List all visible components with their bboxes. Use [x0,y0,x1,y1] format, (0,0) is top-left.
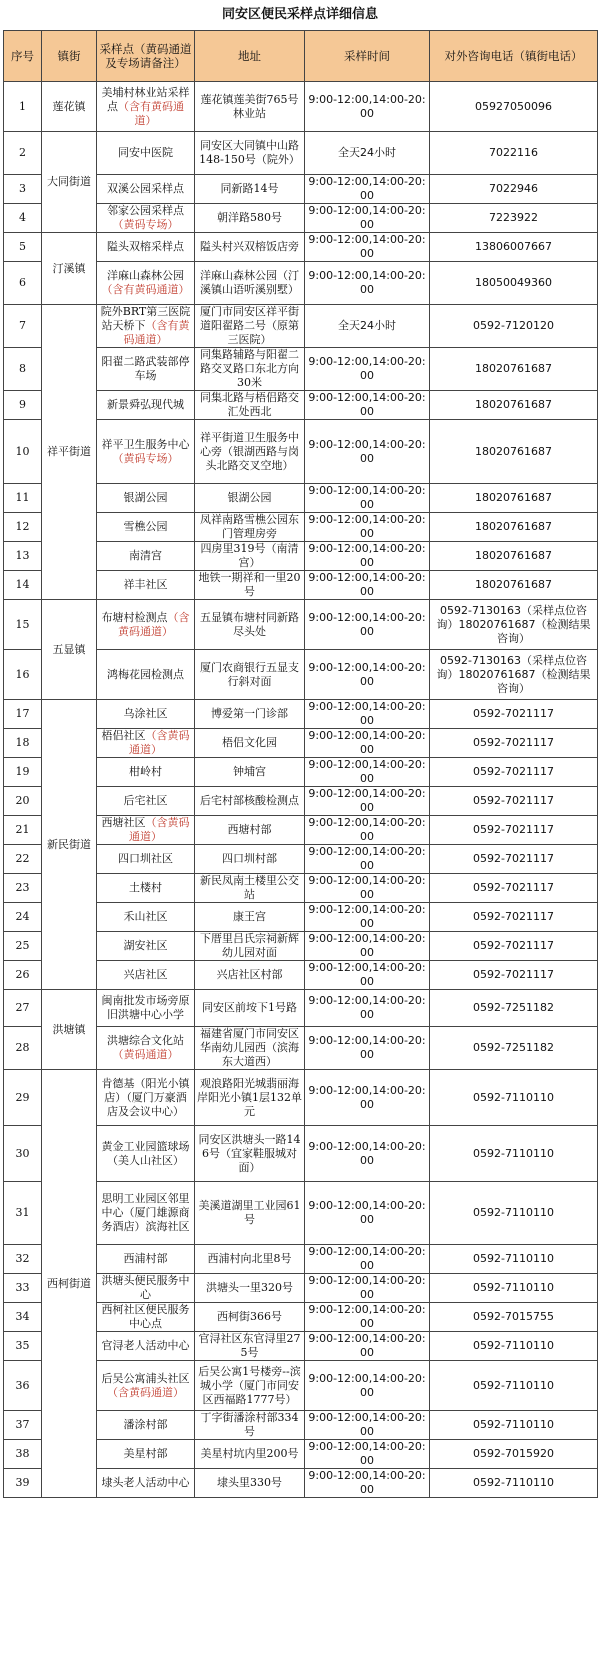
phone-cell: 7022116 [430,132,598,175]
site-name: 南清宫 [129,549,162,562]
address-cell: 后吴公寓1号楼旁--滨城小学（厦门市同安区西福路1777号） [195,1361,305,1411]
time-cell: 9:00-12:00,14:00-20:00 [305,204,430,233]
yellow-code-note: （黄码通道） [112,1048,179,1061]
row-number: 33 [4,1274,42,1303]
phone-cell: 7223922 [430,204,598,233]
address-cell: 官浔社区东官浔里275号 [195,1332,305,1361]
site-cell [97,1274,195,1303]
address-cell: 洋麻山森林公园（汀溪镇山语听溪别墅） [195,262,305,305]
site-name: 官浔老人活动中心 [101,1339,190,1352]
row-number: 5 [4,233,42,262]
phone-cell: 13806007667 [430,233,598,262]
site-name: 银湖公园 [123,491,168,504]
phone-cell: 0592-7021117 [430,816,598,845]
site-name: 新景舜弘现代城 [107,398,184,411]
time-cell: 9:00-12:00,14:00-20:00 [305,816,430,845]
site-name: 柑岭村 [129,765,162,778]
row-number: 28 [4,1027,42,1070]
row-number: 26 [4,961,42,990]
address-cell: 同安区洪塘头一路146号（宜家鞋服城对面） [195,1126,305,1182]
site-cell [97,82,195,132]
site-name: 后吴公寓浦头社区 [101,1371,190,1385]
phone-cell: 0592-7021117 [430,729,598,758]
site-name: 乌涂社区 [123,707,168,720]
row-number: 27 [4,990,42,1027]
time-cell: 9:00-12:00,14:00-20:00 [305,729,430,758]
row-number: 12 [4,513,42,542]
site-name: 埭头老人活动中心 [101,1476,190,1489]
address-cell: 五显镇布塘村同新路尽头处 [195,600,305,650]
row-number: 3 [4,175,42,204]
row-number: 15 [4,600,42,650]
phone-cell: 0592-7110110 [430,1469,598,1498]
site-name: 西柯社区便民服务中心点 [101,1303,190,1330]
header-address: 地址 [195,31,305,82]
address-cell: 祥平街道卫生服务中心旁（银湖西路与岗头北路交叉空地） [195,420,305,484]
row-number: 2 [4,132,42,175]
address-cell: 福建省厦门市同安区华南幼儿园西（滨海东大道西） [195,1027,305,1070]
time-cell: 9:00-12:00,14:00-20:00 [305,420,430,484]
time-cell: 9:00-12:00,14:00-20:00 [305,758,430,787]
row-number: 20 [4,787,42,816]
table-row [4,233,598,262]
site-name: 四口圳社区 [118,852,173,865]
phone-cell: 0592-7110110 [430,1411,598,1440]
row-number: 23 [4,874,42,903]
address-cell: 西柯街366号 [195,1303,305,1332]
address-cell: 银湖公园 [195,484,305,513]
time-cell: 9:00-12:00,14:00-20:00 [305,1070,430,1126]
table-row [4,82,598,132]
site-name: 西浦村部 [123,1252,168,1265]
site-name: 洪塘综合文化站 [107,1034,184,1047]
site-name: 布塘村检测点 [101,610,168,624]
site-name: 同安中医院 [118,146,173,159]
row-number: 29 [4,1070,42,1126]
phone-cell: 0592-7021117 [430,700,598,729]
address-cell: 埭头里330号 [195,1469,305,1498]
site-cell [97,700,195,729]
time-cell: 9:00-12:00,14:00-20:00 [305,787,430,816]
address-cell: 四口圳村部 [195,845,305,874]
yellow-code-note: （含有黄码通道） [118,99,184,127]
time-cell: 9:00-12:00,14:00-20:00 [305,1182,430,1245]
address-cell: 同集路辅路与阳翟二路交叉路口东北方向30米 [195,348,305,391]
time-cell: 9:00-12:00,14:00-20:00 [305,1361,430,1411]
site-cell [97,1182,195,1245]
phone-cell: 18020761687 [430,542,598,571]
header-town: 镇街 [42,31,97,82]
site-cell [97,1361,195,1411]
header-site: 采样点（黄码通道及专场请备注） [97,31,195,82]
time-cell: 9:00-12:00,14:00-20:00 [305,348,430,391]
time-cell: 9:00-12:00,14:00-20:00 [305,961,430,990]
phone-cell: 0592-7251182 [430,1027,598,1070]
site-name: 院外BRT第三医院站天桥下 [100,305,191,332]
site-cell [97,600,195,650]
address-cell: 博爱第一门诊部 [195,700,305,729]
row-number: 22 [4,845,42,874]
table-row [4,305,598,348]
time-cell: 9:00-12:00,14:00-20:00 [305,700,430,729]
row-number: 34 [4,1303,42,1332]
phone-cell: 0592-7015920 [430,1440,598,1469]
address-cell: 丁字街潘涂村部334号 [195,1411,305,1440]
row-number: 24 [4,903,42,932]
site-cell [97,348,195,391]
time-cell: 9:00-12:00,14:00-20:00 [305,1303,430,1332]
table-body [4,82,598,1498]
time-cell: 9:00-12:00,14:00-20:00 [305,1440,430,1469]
phone-cell: 0592-7110110 [430,1332,598,1361]
time-cell: 9:00-12:00,14:00-20:00 [305,1274,430,1303]
phone-cell: 7022946 [430,175,598,204]
site-name: 美星村部 [123,1447,168,1460]
row-number: 35 [4,1332,42,1361]
address-cell: 后宅村部核酸检测点 [195,787,305,816]
phone-cell: 0592-7120120 [430,305,598,348]
row-number: 38 [4,1440,42,1469]
site-name: 美埔村林业站采样点 [101,85,190,113]
phone-cell: 0592-7130163（采样点位咨询）18020761687（检测结果咨询） [430,650,598,700]
sampling-sites-table [3,30,598,1498]
site-name: 邻家公园采样点 [107,204,184,217]
site-cell [97,874,195,903]
time-cell: 9:00-12:00,14:00-20:00 [305,391,430,420]
address-cell: 西浦村向北里8号 [195,1245,305,1274]
time-cell: 9:00-12:00,14:00-20:00 [305,1411,430,1440]
table-row [4,132,598,175]
address-cell: 同新路14号 [195,175,305,204]
phone-cell: 0592-7110110 [430,1361,598,1411]
site-name: 黄金工业园篮球场（美人山社区） [101,1139,190,1167]
row-number: 31 [4,1182,42,1245]
row-number: 16 [4,650,42,700]
site-cell [97,513,195,542]
phone-cell: 18050049360 [430,262,598,305]
row-number: 4 [4,204,42,233]
site-name: 闽南批发市场旁原旧洪塘中心小学 [101,994,190,1021]
site-name: 后宅社区 [123,794,168,807]
site-cell [97,1332,195,1361]
table-header-row [4,31,598,82]
site-name: 阳翟二路武装部停车场 [101,355,190,382]
site-cell [97,1303,195,1332]
phone-cell: 18020761687 [430,513,598,542]
table-row [4,700,598,729]
time-cell: 9:00-12:00,14:00-20:00 [305,845,430,874]
time-cell: 9:00-12:00,14:00-20:00 [305,513,430,542]
page-title: 同安区便民采样点详细信息 [221,7,378,22]
time-cell: 9:00-12:00,14:00-20:00 [305,262,430,305]
site-cell [97,1245,195,1274]
row-number: 18 [4,729,42,758]
time-cell: 9:00-12:00,14:00-20:00 [305,484,430,513]
site-cell [97,932,195,961]
address-cell: 地铁一期祥和一里20号 [195,571,305,600]
site-cell [97,1440,195,1469]
site-cell [97,233,195,262]
time-cell: 全天24小时 [305,132,430,175]
site-name: 双溪公园采样点 [107,182,184,195]
time-cell: 全天24小时 [305,305,430,348]
address-cell: 钟埔宫 [195,758,305,787]
site-name: 土楼村 [129,881,162,894]
address-cell: 厦门市同安区祥平街道阳翟路二号（原第三医院） [195,305,305,348]
yellow-code-note: （含黄码通道） [107,1385,184,1399]
time-cell: 9:00-12:00,14:00-20:00 [305,1027,430,1070]
row-number: 11 [4,484,42,513]
row-number: 9 [4,391,42,420]
site-cell [97,132,195,175]
address-cell: 同安区前垵下1号路 [195,990,305,1027]
phone-cell: 18020761687 [430,391,598,420]
site-cell [97,1411,195,1440]
site-name: 雪樵公园 [123,520,168,533]
site-name: 梧侣社区 [101,729,146,742]
yellow-code-note: （黄码专场） [112,218,179,231]
address-cell: 厦门农商银行五显支行斜对面 [195,650,305,700]
address-cell: 观浪路阳光城翡丽海岸阳光小镇1层132单元 [195,1070,305,1126]
time-cell: 9:00-12:00,14:00-20:00 [305,990,430,1027]
row-number: 14 [4,571,42,600]
address-cell: 美星村坑内里200号 [195,1440,305,1469]
header-no: 序号 [4,31,42,82]
address-cell: 同集北路与梧侣路交汇处西北 [195,391,305,420]
phone-cell: 18020761687 [430,484,598,513]
time-cell: 9:00-12:00,14:00-20:00 [305,650,430,700]
site-cell [97,845,195,874]
row-number: 6 [4,262,42,305]
row-number: 17 [4,700,42,729]
site-cell [97,571,195,600]
yellow-code-note: （含有黄码通道） [101,283,190,296]
address-cell: 莲花镇莲美街765号林业站 [195,82,305,132]
phone-cell: 18020761687 [430,348,598,391]
yellow-code-note: （含黄码通道） [129,816,190,843]
row-number: 10 [4,420,42,484]
site-name: 湖安社区 [123,939,168,952]
time-cell: 9:00-12:00,14:00-20:00 [305,903,430,932]
header-phone: 对外咨询电话（镇街电话） [430,31,598,82]
address-cell: 梧侣文化园 [195,729,305,758]
table-row [4,600,598,650]
phone-cell: 0592-7110110 [430,1070,598,1126]
town-cell: 汀溪镇 [42,233,97,305]
time-cell: 9:00-12:00,14:00-20:00 [305,932,430,961]
phone-cell: 0592-7021117 [430,961,598,990]
site-cell [97,420,195,484]
site-cell [97,1070,195,1126]
phone-cell: 0592-7130163（采样点位咨询）18020761687（检测结果咨询） [430,600,598,650]
town-cell: 莲花镇 [42,82,97,132]
row-number: 1 [4,82,42,132]
row-number: 39 [4,1469,42,1498]
site-name: 禾山社区 [123,910,168,923]
site-cell [97,816,195,845]
row-number: 13 [4,542,42,571]
table-row [4,990,598,1027]
site-cell [97,391,195,420]
yellow-code-note: （黄码专场） [112,451,179,465]
time-cell: 9:00-12:00,14:00-20:00 [305,1126,430,1182]
town-cell: 五显镇 [42,600,97,700]
phone-cell: 0592-7110110 [430,1245,598,1274]
site-name: 西塘社区 [101,816,146,829]
phone-cell: 0592-7021117 [430,787,598,816]
site-cell [97,204,195,233]
site-cell [97,305,195,348]
site-name: 鸿梅花园检测点 [107,667,184,681]
phone-cell: 0592-7021117 [430,932,598,961]
time-cell: 9:00-12:00,14:00-20:00 [305,1245,430,1274]
phone-cell: 0592-7110110 [430,1126,598,1182]
site-cell [97,787,195,816]
site-cell [97,1126,195,1182]
time-cell: 9:00-12:00,14:00-20:00 [305,175,430,204]
site-name: 祥平卫生服务中心 [101,437,190,451]
phone-cell: 0592-7021117 [430,845,598,874]
site-name: 祥丰社区 [123,578,168,591]
site-cell [97,903,195,932]
site-name: 肯德基（阳光小镇店）（厦门万豪酒店及会议中心） [101,1076,190,1118]
address-cell: 四房里319号（南清宫） [195,542,305,571]
time-cell: 9:00-12:00,14:00-20:00 [305,1469,430,1498]
row-number: 25 [4,932,42,961]
phone-cell: 0592-7110110 [430,1182,598,1245]
address-cell: 隘头村兴双榕饭店旁 [195,233,305,262]
table-row [4,1070,598,1126]
phone-cell: 18020761687 [430,420,598,484]
header-time: 采样时间 [305,31,430,82]
row-number: 8 [4,348,42,391]
yellow-code-note: （含黄码通道） [118,610,190,638]
time-cell: 9:00-12:00,14:00-20:00 [305,1332,430,1361]
town-cell: 祥平街道 [42,305,97,600]
address-cell: 朝洋路580号 [195,204,305,233]
site-name: 洋麻山森林公园 [107,269,184,282]
address-cell: 洪塘头一里320号 [195,1274,305,1303]
row-number: 32 [4,1245,42,1274]
site-name: 洪塘头便民服务中心 [101,1274,190,1301]
site-cell [97,729,195,758]
phone-cell: 0592-7110110 [430,1274,598,1303]
address-cell: 凤祥南路雪樵公园东门管理房旁 [195,513,305,542]
site-cell [97,1027,195,1070]
yellow-code-note: （含黄码通道） [129,729,190,756]
site-name: 思明工业园区邻里中心（厦门雄源商务酒店）滨海社区 [101,1192,190,1233]
site-cell [97,175,195,204]
row-number: 30 [4,1126,42,1182]
phone-cell: 18020761687 [430,571,598,600]
site-cell [97,542,195,571]
site-cell [97,484,195,513]
time-cell: 9:00-12:00,14:00-20:00 [305,571,430,600]
row-number: 7 [4,305,42,348]
site-cell [97,758,195,787]
address-cell: 同安区大同镇中山路148-150号（院外） [195,132,305,175]
town-cell: 大同街道 [42,132,97,233]
phone-cell: 05927050096 [430,82,598,132]
time-cell: 9:00-12:00,14:00-20:00 [305,82,430,132]
yellow-code-note: （含有黄码通道） [123,319,190,346]
row-number: 36 [4,1361,42,1411]
time-cell: 9:00-12:00,14:00-20:00 [305,874,430,903]
town-cell: 洪塘镇 [42,990,97,1070]
phone-cell: 0592-7021117 [430,874,598,903]
phone-cell: 0592-7021117 [430,903,598,932]
address-cell: 下厝里吕氏宗祠新辉幼儿园对面 [195,932,305,961]
phone-cell: 0592-7021117 [430,758,598,787]
time-cell: 9:00-12:00,14:00-20:00 [305,600,430,650]
address-cell: 康王宫 [195,903,305,932]
site-cell [97,1469,195,1498]
site-cell [97,650,195,700]
site-cell [97,990,195,1027]
address-cell: 新民凤南土楼里公交站 [195,874,305,903]
address-cell: 西塘村部 [195,816,305,845]
site-name: 隘头双榕采样点 [107,240,184,253]
town-cell: 新民街道 [42,700,97,990]
time-cell: 9:00-12:00,14:00-20:00 [305,233,430,262]
site-cell [97,961,195,990]
town-cell: 西柯街道 [42,1070,97,1498]
row-number: 21 [4,816,42,845]
time-cell: 9:00-12:00,14:00-20:00 [305,542,430,571]
address-cell: 兴店社区村部 [195,961,305,990]
site-name: 潘涂村部 [123,1418,168,1431]
phone-cell: 0592-7251182 [430,990,598,1027]
site-name: 兴店社区 [123,968,168,981]
row-number: 19 [4,758,42,787]
phone-cell: 0592-7015755 [430,1303,598,1332]
address-cell: 美溪道湖里工业园61号 [195,1182,305,1245]
row-number: 37 [4,1411,42,1440]
site-cell [97,262,195,305]
